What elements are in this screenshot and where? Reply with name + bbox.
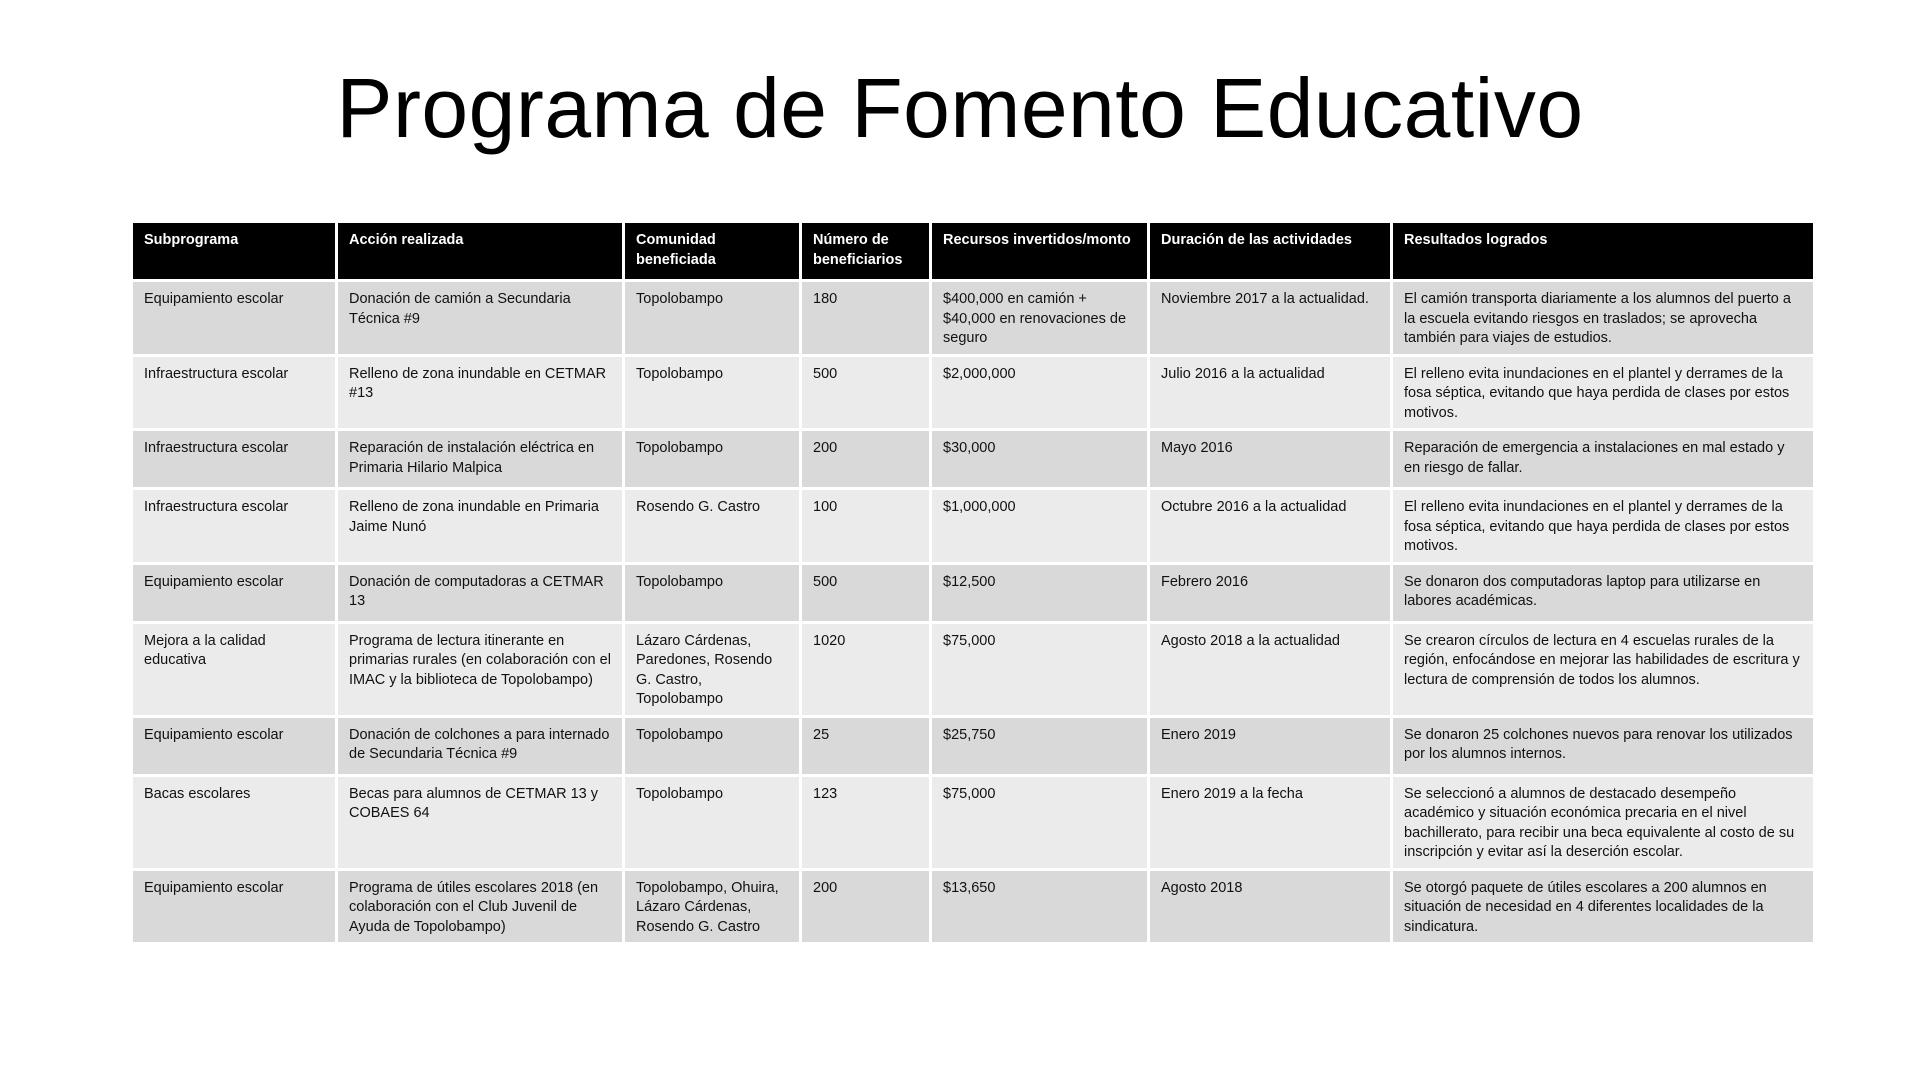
table-header [133,223,1813,279]
cell-comunidad: Topolobampo [625,777,799,868]
cell-recursos: $25,750 [932,718,1147,774]
table-row [133,624,1813,715]
header-duracion-actividades: Duración de las actividades [1150,223,1390,279]
cell-resultados: Se crearon círculos de lectura en 4 escuelas rurales de la región, enfocándose en mejorar las habilidades de escritura y lectura de comprensión de todos los alumnos. [1393,624,1813,715]
cell-duracion: Noviembre 2017 a la actualidad. [1150,282,1390,354]
cell-duracion: Enero 2019 [1150,718,1390,774]
cell-accion: Programa de lectura itinerante en primarias rurales (en colaboración con el IMAC y la biblioteca de Topolobampo) [338,624,622,715]
cell-comunidad: Topolobampo [625,357,799,429]
table-row [133,718,1813,774]
cell-accion: Becas para alumnos de CETMAR 13 y COBAES 64 [338,777,622,868]
cell-subprograma: Equipamiento escolar [133,565,335,621]
cell-beneficiarios: 500 [802,357,929,429]
cell-accion: Reparación de instalación eléctrica en Primaria Hilario Malpica [338,431,622,487]
cell-duracion: Agosto 2018 [1150,871,1390,943]
cell-subprograma: Equipamiento escolar [133,871,335,943]
cell-accion: Donación de colchones a para internado de Secundaria Técnica #9 [338,718,622,774]
cell-resultados: Se donaron 25 colchones nuevos para renovar los utilizados por los alumnos internos. [1393,718,1813,774]
header-resultados-logrados: Resultados logrados [1393,223,1813,279]
cell-subprograma: Infraestructura escolar [133,431,335,487]
header-subprograma: Subprograma [133,223,335,279]
cell-accion: Programa de útiles escolares 2018 (en colaboración con el Club Juvenil de Ayuda de Topolobampo) [338,871,622,943]
cell-subprograma: Infraestructura escolar [133,490,335,562]
table-row [133,431,1813,487]
cell-subprograma: Infraestructura escolar [133,357,335,429]
cell-recursos: $2,000,000 [932,357,1147,429]
cell-recursos: $12,500 [932,565,1147,621]
cell-comunidad: Rosendo G. Castro [625,490,799,562]
cell-subprograma: Equipamiento escolar [133,718,335,774]
cell-resultados: El relleno evita inundaciones en el plantel y derrames de la fosa séptica, evitando que haya perdida de clases por estos motivos. [1393,490,1813,562]
cell-beneficiarios: 200 [802,431,929,487]
cell-beneficiarios: 123 [802,777,929,868]
cell-comunidad: Lázaro Cárdenas, Paredones, Rosendo G. Castro, Topolobampo [625,624,799,715]
table-body [133,282,1813,942]
cell-comunidad: Topolobampo [625,282,799,354]
table-row [133,871,1813,943]
cell-duracion: Julio 2016 a la actualidad [1150,357,1390,429]
header-comunidad-beneficiada: Comunidad beneficiada [625,223,799,279]
cell-beneficiarios: 200 [802,871,929,943]
cell-comunidad: Topolobampo [625,718,799,774]
header-recursos-invertidos: Recursos invertidos/monto [932,223,1147,279]
cell-beneficiarios: 180 [802,282,929,354]
header-accion-realizada: Acción realizada [338,223,622,279]
cell-recursos: $75,000 [932,777,1147,868]
cell-beneficiarios: 1020 [802,624,929,715]
cell-comunidad: Topolobampo [625,431,799,487]
cell-accion: Donación de computadoras a CETMAR 13 [338,565,622,621]
table-header-row [133,223,1813,279]
cell-duracion: Agosto 2018 a la actualidad [1150,624,1390,715]
cell-comunidad: Topolobampo, Ohuira, Lázaro Cárdenas, Rosendo G. Castro [625,871,799,943]
table-row [133,490,1813,562]
cell-resultados: Se donaron dos computadoras laptop para utilizarse en labores académicas. [1393,565,1813,621]
cell-accion: Relleno de zona inundable en CETMAR #13 [338,357,622,429]
table-row [133,357,1813,429]
cell-beneficiarios: 100 [802,490,929,562]
cell-beneficiarios: 500 [802,565,929,621]
cell-beneficiarios: 25 [802,718,929,774]
cell-subprograma: Mejora a la calidad educativa [133,624,335,715]
cell-resultados: El camión transporta diariamente a los alumnos del puerto a la escuela evitando riesgos en traslados; se aprovecha también para viajes de estudios. [1393,282,1813,354]
cell-recursos: $75,000 [932,624,1147,715]
cell-recursos: $30,000 [932,431,1147,487]
program-table [130,220,1816,945]
cell-recursos: $400,000 en camión + $40,000 en renovaciones de seguro [932,282,1147,354]
slide-title: Programa de Fomento Educativo [336,61,1584,155]
table-row [133,282,1813,354]
cell-duracion: Mayo 2016 [1150,431,1390,487]
table-row [133,777,1813,868]
cell-recursos: $13,650 [932,871,1147,943]
cell-resultados: Se otorgó paquete de útiles escolares a 200 alumnos en situación de necesidad en 4 diferentes localidades de la sindicatura. [1393,871,1813,943]
cell-recursos: $1,000,000 [932,490,1147,562]
header-numero-beneficiarios: Número de beneficiarios [802,223,929,279]
cell-comunidad: Topolobampo [625,565,799,621]
cell-duracion: Enero 2019 a la fecha [1150,777,1390,868]
cell-duracion: Octubre 2016 a la actualidad [1150,490,1390,562]
program-table-container [133,220,1798,945]
cell-subprograma: Equipamiento escolar [133,282,335,354]
cell-resultados: Reparación de emergencia a instalaciones en mal estado y en riesgo de fallar. [1393,431,1813,487]
cell-accion: Donación de camión a Secundaria Técnica #9 [338,282,622,354]
cell-accion: Relleno de zona inundable en Primaria Jaime Nunó [338,490,622,562]
cell-resultados: El relleno evita inundaciones en el plantel y derrames de la fosa séptica, evitando que haya perdida de clases por estos motivos. [1393,357,1813,429]
cell-duracion: Febrero 2016 [1150,565,1390,621]
table-row [133,565,1813,621]
cell-resultados: Se seleccionó a alumnos de destacado desempeño académico y situación económica precaria en el nivel bachillerato, para recibir una beca equivalente al costo de su inscripción y evitar así la deserción escolar. [1393,777,1813,868]
cell-subprograma: Bacas escolares [133,777,335,868]
